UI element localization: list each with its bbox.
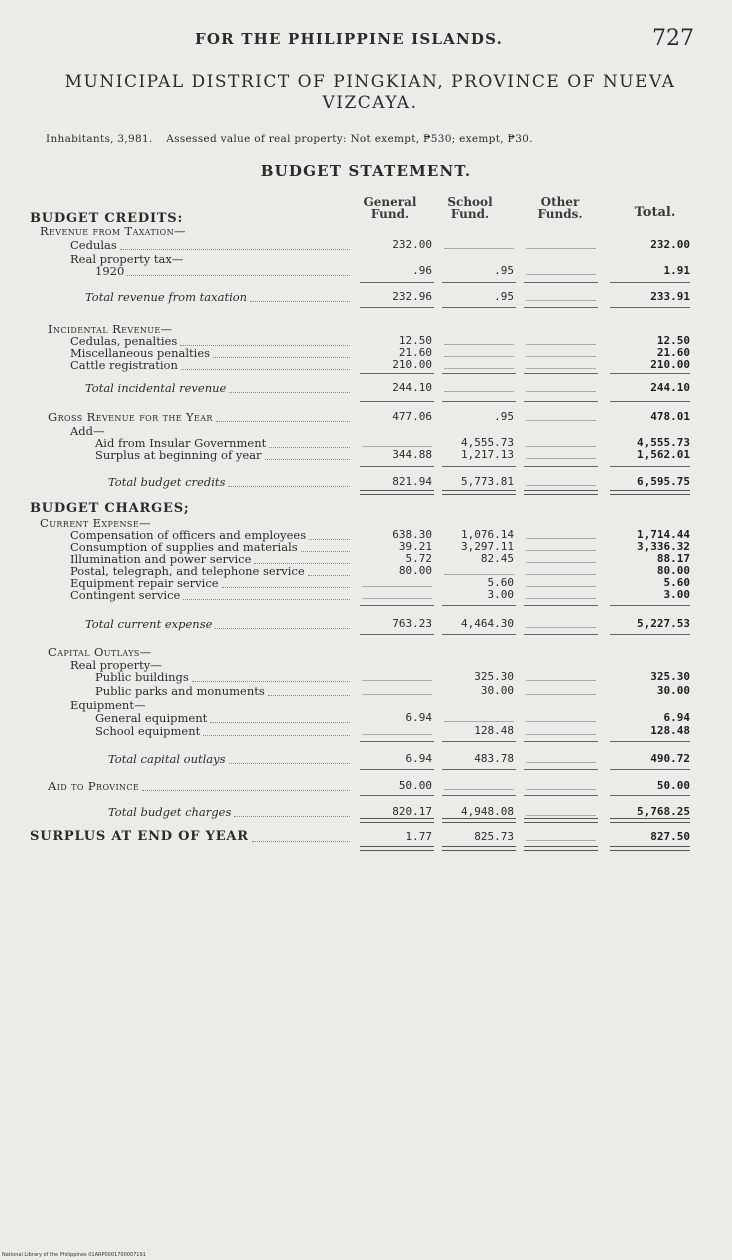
table-row [0,588,732,602]
cell-other-blank [526,762,596,763]
row-label: Public parks and monuments [95,684,265,698]
double-rule [524,846,598,851]
sum-rule [360,373,434,374]
cell-general: 6.94 [405,752,432,765]
column-header-general-line-2: Fund. [370,207,410,221]
table-row [0,264,732,278]
row-label: Contingent service [70,588,181,602]
row-label: Aid from Insular Government [95,436,267,450]
cell-total: 21.60 [656,346,690,359]
cell-total: 1.91 [663,264,690,277]
row-leader [216,421,350,422]
cell-total: 1,562.01 [637,448,690,461]
sum-rule [524,795,598,796]
cell-total: 827.50 [650,830,690,843]
row-label: Real property tax— [70,252,184,266]
table-row [0,410,732,424]
table-row [0,698,732,712]
row-leader [250,301,350,302]
row-label: Add— [70,424,105,438]
sum-rule [360,795,434,796]
row-label: SURPLUS AT END OF YEAR [30,829,249,844]
sum-rule [524,741,598,742]
sum-rule [610,466,690,467]
cell-total: 210.00 [650,358,690,371]
cell-other-blank [526,789,596,790]
cell-school-blank [444,248,514,249]
cell-other-blank [526,840,596,841]
sum-rule [610,282,690,283]
sum-rule [442,769,516,770]
cell-total: 5.60 [663,576,690,589]
sum-rule [360,307,434,308]
cell-other-blank [526,356,596,357]
cell-school: 3,297.11 [461,540,514,553]
double-rule [360,490,434,495]
double-rule [360,818,434,823]
column-header-other-line-1: Other [540,195,580,209]
row-leader [120,249,350,250]
column-header-other-line-2: Funds. [537,207,583,221]
sum-rule [610,307,690,308]
row-label: Equipment— [70,698,146,712]
cell-total: 5,227.53 [637,617,690,630]
row-label: Gross Revenue for the Year [48,410,213,424]
cell-general: 232.00 [392,238,432,251]
cell-total: 3.00 [663,588,690,601]
cell-general: 477.06 [392,410,432,423]
inhabitants-line [46,133,533,145]
row-label: Total current expense [85,617,213,631]
cell-total: 1,714.44 [637,528,690,541]
cell-school: .95 [494,264,514,277]
cell-school: 483.78 [474,752,514,765]
row-leader [215,628,350,629]
cell-school: 3.00 [487,588,514,601]
cell-total: 233.91 [650,290,690,303]
double-rule [610,490,690,495]
cell-other-blank [526,550,596,551]
table-row [0,448,732,462]
double-rule [442,490,516,495]
running-title: FOR THE PHILIPPINE ISLANDS. [195,30,504,48]
sum-rule [610,605,690,606]
row-label: Real property— [70,658,162,672]
page-number: 727 [652,26,694,51]
cell-other-blank [526,627,596,628]
cell-school-blank [444,368,514,369]
column-header-school-line-2: Fund. [450,207,490,221]
cell-general: 638.30 [392,528,432,541]
row-label: Public buildings [95,670,189,684]
row-label: Total incidental revenue [85,381,227,395]
cell-other-blank [526,721,596,722]
table-row [0,830,732,844]
sum-rule [524,373,598,374]
sum-rule [360,741,434,742]
row-leader [183,599,350,600]
sum-rule [360,605,434,606]
sum-rule [610,373,690,374]
cell-school-blank [444,574,514,575]
cell-general: 1.77 [405,830,432,843]
sum-rule [442,282,516,283]
cell-school: .95 [494,410,514,423]
cell-other-blank [526,680,596,681]
sum-rule [442,605,516,606]
cell-total: 6,595.75 [637,475,690,488]
row-label: Cattle registration [70,358,178,372]
cell-total: 12.50 [656,334,690,347]
cell-total: 30.00 [656,684,690,697]
cell-general: 39.21 [398,540,432,553]
row-label: Cedulas, penalties [70,334,178,348]
table-row [0,475,732,489]
table-row [0,752,732,766]
cell-school: 4,555.73 [461,436,514,449]
table-row [0,779,732,793]
row-label: Total revenue from taxation [85,290,248,304]
cell-other-blank [526,574,596,575]
table-row [0,670,732,684]
sum-rule [610,634,690,635]
cell-total: 3,336.32 [637,540,690,553]
cell-other-blank [526,368,596,369]
sum-rule [610,741,690,742]
table-row [0,724,732,738]
table-row [0,290,732,304]
cell-other-blank [526,300,596,301]
row-leader [265,459,350,460]
row-label: Capital Outlays— [48,645,152,659]
cell-other-blank [526,446,596,447]
cell-school-blank [444,721,514,722]
row-leader [181,369,350,370]
row-leader [252,841,350,842]
cell-general: 50.00 [398,779,432,792]
cell-general: 21.60 [398,346,432,359]
row-label: Surplus at beginning of year [95,448,262,462]
cell-general: 244.10 [392,381,432,394]
cell-general-blank [362,694,432,695]
row-label: Equipment repair service [70,576,219,590]
cell-general: 6.94 [405,711,432,724]
row-leader [228,486,350,487]
cell-school: 1,217.13 [461,448,514,461]
table-row [0,711,732,725]
cell-general: 232.96 [392,290,432,303]
cell-school: 82.45 [480,552,514,565]
row-label: Total capital outlays [108,752,226,766]
cell-total: 5,768.25 [637,805,690,818]
row-label: Total budget credits [108,475,226,489]
statement-title: BUDGET STATEMENT. [260,162,472,180]
cell-total: 325.30 [650,670,690,683]
sum-rule [442,634,516,635]
row-label: BUDGET CHARGES; [30,501,190,516]
cell-other-blank [526,458,596,459]
sum-rule [442,795,516,796]
cell-other-blank [526,694,596,695]
cell-general-blank [362,680,432,681]
double-rule [610,846,690,851]
sum-rule [360,466,434,467]
cell-total: 4,555.73 [637,436,690,449]
table-row [0,238,732,252]
row-leader [210,722,350,723]
cell-school: 4,464.30 [461,617,514,630]
row-label: Miscellaneous penalties [70,346,211,360]
row-leader [268,695,350,696]
table-row [0,381,732,395]
cell-general: 820.17 [392,805,432,818]
cell-general-blank [362,446,432,447]
cell-school: 825.73 [474,830,514,843]
double-rule [360,846,434,851]
assessed-value: Assessed value of real property: Not exempt, ₱530; exempt, ₱30. [166,133,533,145]
row-label: Postal, telegraph, and telephone service [70,564,305,578]
sum-rule [442,373,516,374]
cell-school: 5.60 [487,576,514,589]
column-header-school-line-1: School [447,195,493,209]
cell-other-blank [526,538,596,539]
row-label: Revenue from Taxation— [40,224,186,238]
municipality-line-1: MUNICIPAL DISTRICT OF PINGKIAN, PROVINCE OF NUEVA [64,72,676,92]
cell-general: .96 [412,264,432,277]
row-label: Incidental Revenue— [48,322,173,336]
row-leader [229,392,350,393]
cell-school: .95 [494,290,514,303]
sum-rule [524,282,598,283]
cell-other-blank [526,734,596,735]
cell-school: 4,948.08 [461,805,514,818]
cell-other-blank [526,420,596,421]
row-leader [127,275,350,276]
cell-school: 1,076.14 [461,528,514,541]
cell-general: 5.72 [405,552,432,565]
sum-rule [442,307,516,308]
double-rule [610,818,690,823]
sum-rule [524,605,598,606]
cell-total: 6.94 [663,711,690,724]
sum-rule [360,401,434,402]
sum-rule [442,741,516,742]
cell-school-blank [444,789,514,790]
double-rule [442,846,516,851]
cell-school: 5,773.81 [461,475,514,488]
cell-other-blank [526,815,596,816]
row-label: BUDGET CREDITS: [30,211,184,226]
row-leader [142,790,350,791]
cell-total: 490.72 [650,752,690,765]
footer-watermark: National Library of the Philippines 01ARP0001700007191 [2,1252,146,1258]
row-label: School equipment [95,724,201,738]
table-row [0,645,732,659]
cell-other-blank [526,485,596,486]
sum-rule [524,634,598,635]
cell-school-blank [444,344,514,345]
double-rule [524,818,598,823]
sum-rule [360,769,434,770]
inhabitants-count: Inhabitants, 3,981. [46,133,153,145]
cell-general: 763.23 [392,617,432,630]
cell-other-blank [526,562,596,563]
row-label: Aid to Province [48,779,140,793]
cell-general: 210.00 [392,358,432,371]
row-label: Compensation of officers and employees [70,528,307,542]
sum-rule [524,466,598,467]
cell-general: 12.50 [398,334,432,347]
table-row [0,805,732,819]
column-header-general-line-1: General [363,195,417,209]
table-row [0,358,732,372]
cell-total: 80.00 [656,564,690,577]
cell-total: 232.00 [650,238,690,251]
row-label: Illumination and power service [70,552,252,566]
running-header [0,26,732,56]
sum-rule [442,466,516,467]
sum-rule [524,401,598,402]
row-label: Current Expense— [40,516,151,530]
cell-general: 80.00 [398,564,432,577]
cell-school: 30.00 [480,684,514,697]
cell-general-blank [362,586,432,587]
double-rule [442,818,516,823]
sum-rule [524,307,598,308]
cell-other-blank [526,344,596,345]
cell-school-blank [444,356,514,357]
row-leader [203,735,350,736]
column-header-total: Total. [634,205,676,220]
row-label: Total budget charges [108,805,232,819]
cell-total: 88.17 [656,552,690,565]
sum-rule [610,401,690,402]
cell-general: 821.94 [392,475,432,488]
cell-general-blank [362,734,432,735]
table-row [0,502,732,516]
cell-general-blank [362,598,432,599]
double-rule [524,490,598,495]
cell-total: 244.10 [650,381,690,394]
cell-general: 344.88 [392,448,432,461]
cell-total: 478.01 [650,410,690,423]
cell-school: 128.48 [474,724,514,737]
table-row [0,224,732,238]
cell-total: 128.48 [650,724,690,737]
cell-other-blank [526,598,596,599]
sum-rule [360,282,434,283]
cell-other-blank [526,391,596,392]
sum-rule [360,634,434,635]
row-label: General equipment [95,711,208,725]
sum-rule [524,769,598,770]
row-leader [192,681,350,682]
sum-rule [610,769,690,770]
municipality-title [40,72,700,114]
cell-other-blank [526,248,596,249]
cell-total: 50.00 [656,779,690,792]
row-label: Consumption of supplies and materials [70,540,298,554]
municipality-line-2: VIZCAYA. [322,93,418,113]
row-label: Cedulas [70,238,117,252]
table-row [0,684,732,698]
row-label: 1920 [95,264,125,278]
cell-school-blank [444,391,514,392]
row-leader [229,763,350,764]
row-leader [234,816,350,817]
sum-rule [442,401,516,402]
table-row [0,617,732,631]
cell-other-blank [526,586,596,587]
cell-school: 325.30 [474,670,514,683]
sum-rule [610,795,690,796]
cell-other-blank [526,274,596,275]
